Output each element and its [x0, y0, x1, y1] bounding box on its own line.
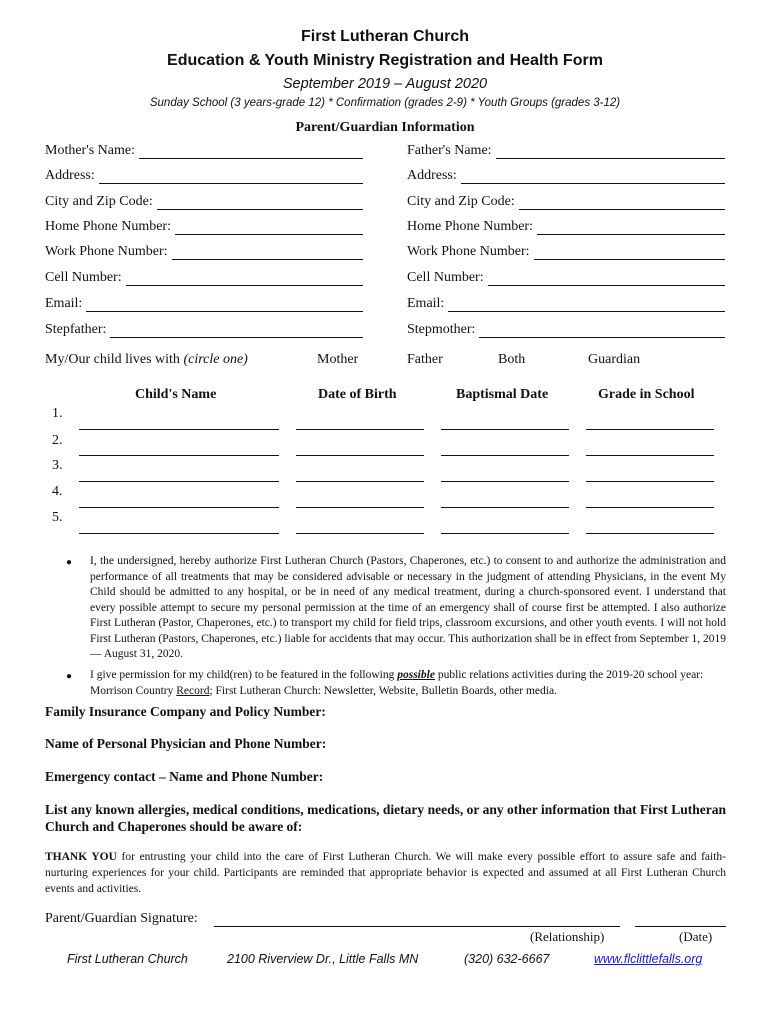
grade-line[interactable] — [586, 455, 714, 456]
mother-work-phone-field[interactable] — [45, 244, 363, 260]
lives-with-label: My/Our child lives with (circle one) — [45, 352, 248, 367]
child-name-header: Child's Name — [135, 387, 217, 402]
bullet-icon: ● — [66, 671, 73, 682]
baptismal-line[interactable] — [441, 429, 569, 430]
dob-line[interactable] — [296, 455, 424, 456]
mother-cell-line[interactable] — [126, 271, 363, 286]
grade-header: Grade in School — [598, 387, 695, 402]
stepfather-line[interactable] — [110, 323, 363, 338]
father-address-field[interactable] — [407, 168, 725, 184]
footer-phone: (320) 632-6667 — [464, 952, 550, 966]
field-label: Address: — [407, 168, 457, 183]
mother-email-field[interactable] — [45, 296, 363, 312]
mother-city-zip-line[interactable] — [157, 195, 363, 210]
row-number-3: 3. — [52, 458, 63, 473]
dob-line[interactable] — [296, 481, 424, 482]
child-name-line[interactable] — [79, 429, 279, 430]
father-work-phone-line[interactable] — [534, 245, 725, 260]
baptismal-line[interactable] — [441, 481, 569, 482]
field-label: Father's Name: — [407, 143, 492, 158]
field-label: Home Phone Number: — [45, 219, 171, 234]
mother-home-phone-field[interactable] — [45, 219, 363, 235]
field-label: Work Phone Number: — [45, 244, 168, 259]
baptismal-line[interactable] — [441, 507, 569, 508]
field-label: Address: — [45, 168, 95, 183]
field-label: Cell Number: — [407, 270, 484, 285]
child-name-line[interactable] — [79, 507, 279, 508]
mother-cell-field[interactable] — [45, 270, 363, 286]
field-label: City and Zip Code: — [45, 194, 153, 209]
option-guardian[interactable]: Guardian — [588, 352, 641, 367]
emergency-question[interactable]: Emergency contact – Name and Phone Number: — [45, 769, 324, 784]
thank-you-text: THANK YOU for entrusting your child into the care of First Lutheran Church. We will make every possible effort to assure safe and faith-nurturing experiences for your child. Participants are reminded that appropriate behavior is expected and assumed at all First Lutheran Church events and activities. — [45, 851, 726, 895]
field-label: Email: — [407, 296, 445, 311]
parent-section-heading: Parent/Guardian Information — [295, 120, 475, 135]
grade-line[interactable] — [586, 507, 714, 508]
bullet-icon: ● — [66, 557, 73, 568]
permission-text: I give permission for my child(ren) to be featured in the following possible public relations activities during the 2019-20 school year: Morrison Country Record; First Lutheran Church: Newsletter, Website, Bulletin Boards, other media. — [90, 669, 704, 697]
signature-line[interactable] — [214, 926, 620, 927]
father-city-zip-field[interactable] — [407, 194, 725, 210]
row-number-1: 1. — [52, 406, 63, 421]
baptismal-line[interactable] — [441, 533, 569, 534]
stepfather-field[interactable] — [45, 322, 363, 338]
father-cell-line[interactable] — [488, 271, 725, 286]
field-label: Stepfather: — [45, 322, 107, 337]
option-mother[interactable]: Mother — [317, 352, 359, 367]
option-father[interactable]: Father — [407, 352, 443, 367]
grade-line[interactable] — [586, 481, 714, 482]
child-name-line[interactable] — [79, 533, 279, 534]
footer-address: 2100 Riverview Dr., Little Falls MN — [227, 952, 419, 966]
father-address-line[interactable] — [461, 169, 725, 184]
field-label: Email: — [45, 296, 83, 311]
footer-website-link[interactable]: www.flclittlefalls.org — [594, 952, 703, 966]
form-subtitle: Education & Youth Ministry Registration and Health Form — [167, 52, 603, 69]
mother-work-phone-line[interactable] — [172, 245, 363, 260]
dob-line[interactable] — [296, 429, 424, 430]
allergies-question[interactable]: List any known allergies, medical conditions, medications, dietary needs, or any other information that First Lutheran Church and Chaperones should be aware of: — [45, 802, 726, 834]
stepmother-line[interactable] — [479, 323, 725, 338]
possible-emphasis: possible — [397, 669, 435, 681]
mother-home-phone-line[interactable] — [175, 220, 363, 235]
mother-name-line[interactable] — [139, 144, 363, 159]
mother-city-zip-field[interactable] — [45, 194, 363, 210]
child-name-line[interactable] — [79, 455, 279, 456]
date-label: (Date) — [679, 929, 713, 944]
father-work-phone-field[interactable] — [407, 244, 725, 260]
row-number-4: 4. — [52, 484, 63, 499]
mother-address-field[interactable] — [45, 168, 363, 184]
stepmother-field[interactable] — [407, 322, 725, 338]
father-name-line[interactable] — [496, 144, 725, 159]
date-line[interactable] — [635, 926, 726, 927]
father-name-field[interactable] — [407, 143, 725, 159]
dob-line[interactable] — [296, 507, 424, 508]
row-number-5: 5. — [52, 510, 63, 525]
form-dates: September 2019 – August 2020 — [282, 76, 488, 92]
program-list: Sunday School (3 years-grade 12) * Confirmation (grades 2-9) * Youth Groups (grades 3-12) — [149, 97, 621, 109]
row-number-2: 2. — [52, 433, 63, 448]
form-title: First Lutheran Church — [300, 28, 469, 45]
record-emphasis: Record — [176, 684, 210, 697]
grade-line[interactable] — [586, 533, 714, 534]
father-home-phone-line[interactable] — [537, 220, 725, 235]
relationship-label: (Relationship) — [530, 929, 605, 944]
option-both[interactable]: Both — [498, 352, 526, 367]
father-home-phone-field[interactable] — [407, 219, 725, 235]
baptismal-line[interactable] — [441, 455, 569, 456]
field-label: Work Phone Number: — [407, 244, 530, 259]
father-cell-field[interactable] — [407, 270, 725, 286]
field-label: Cell Number: — [45, 270, 122, 285]
signature-label: Parent/Guardian Signature: — [45, 911, 198, 926]
lives-with-hint: (circle one) — [183, 352, 248, 367]
field-label: City and Zip Code: — [407, 194, 515, 209]
physician-question[interactable]: Name of Personal Physician and Phone Number: — [45, 736, 327, 751]
dob-line[interactable] — [296, 533, 424, 534]
child-name-line[interactable] — [79, 481, 279, 482]
field-label: Stepmother: — [407, 322, 476, 337]
field-label: Home Phone Number: — [407, 219, 533, 234]
field-label: Mother's Name: — [45, 143, 136, 158]
grade-line[interactable] — [586, 429, 714, 430]
mother-name-field[interactable] — [45, 143, 363, 159]
insurance-question[interactable]: Family Insurance Company and Policy Number: — [45, 704, 326, 719]
footer-church-name: First Lutheran Church — [67, 952, 188, 966]
father-email-line[interactable] — [448, 297, 725, 312]
father-email-field[interactable] — [407, 296, 725, 312]
mother-address-line[interactable] — [99, 169, 363, 184]
thank-you-lead: THANK YOU — [45, 851, 117, 863]
dob-header: Date of Birth — [318, 387, 397, 402]
baptismal-header: Baptismal Date — [456, 387, 549, 402]
father-city-zip-line[interactable] — [519, 195, 725, 210]
mother-email-line[interactable] — [86, 297, 363, 312]
authorization-text: I, the undersigned, hereby authorize First Lutheran Church (Pastors, Chaperones, etc.) to consent to and authorize the administration and performance of all treatments that may be considered advisable or necessary in the judgment of attending Physicians, in the event My Child should be admitted to any hospital, or be in need of any medical treatment, during a church-sponsored event. I understand that every possible attempt to secure my personal permission at the time of an emergency shall of course first be attempted. I also authorize First Lutheran (Pastor, Chaperones, etc.) to transport my child for field trips, classroom excursions, and other youth events. I will not hold First Lutheran (Pastors, Chaperones, etc.) liable for accidents that may occur. This authorization shall be in effect from September 1, 2019— August 31, 2020. — [90, 555, 726, 660]
